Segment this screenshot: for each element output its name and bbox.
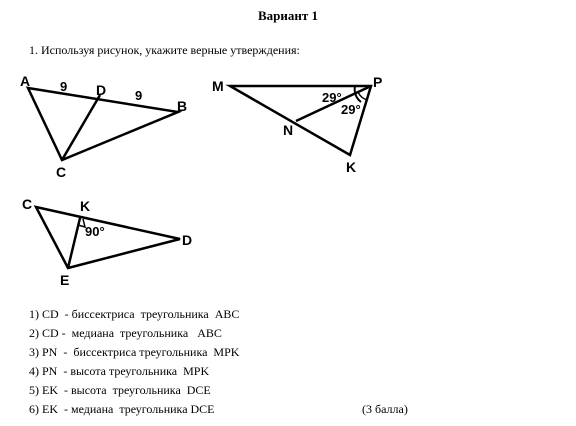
statement-4: 4) PN - высота треугольника MPK <box>29 364 210 378</box>
triangle-cde <box>36 207 180 268</box>
score-label: (3 балла) <box>362 402 408 416</box>
label-b: B <box>177 98 188 114</box>
label-a: A <box>20 73 31 89</box>
length-db: 9 <box>135 88 143 103</box>
label-p: P <box>373 74 383 90</box>
label-d2: D <box>182 232 193 248</box>
statement-6: 6) EK - медиана треугольника DCE <box>29 402 215 416</box>
label-m: M <box>212 78 224 94</box>
statement-5: 5) EK - высота треугольника DCE <box>29 383 211 397</box>
label-n: N <box>283 122 294 138</box>
label-k: K <box>346 159 357 175</box>
statement-3: 3) PN - биссектриса треугольника MPK <box>29 345 240 359</box>
label-k2: K <box>80 198 91 214</box>
task-text: 1. Используя рисунок, укажите верные утверждения: <box>29 43 300 57</box>
label-c2: C <box>22 196 33 212</box>
label-e: E <box>60 272 70 288</box>
figure-mpk <box>230 86 371 155</box>
segment-cd <box>62 95 100 160</box>
triangle-abc <box>28 88 178 160</box>
figure-abc <box>28 88 178 160</box>
angle-label-2: 29° <box>341 102 361 117</box>
variant-title: Вариант 1 <box>257 8 319 23</box>
label-d: D <box>96 82 107 98</box>
length-ad: 9 <box>60 79 68 94</box>
angle-arc <box>355 86 361 102</box>
angle-label-90: 90° <box>85 224 105 239</box>
statement-2: 2) CD - медиана треугольника ABC <box>29 326 222 340</box>
statement-1: 1) CD - биссектриса треугольника ABC <box>29 307 240 321</box>
angle-label-1: 29° <box>322 90 342 105</box>
figure-cde <box>36 207 180 268</box>
label-c: C <box>56 164 67 180</box>
